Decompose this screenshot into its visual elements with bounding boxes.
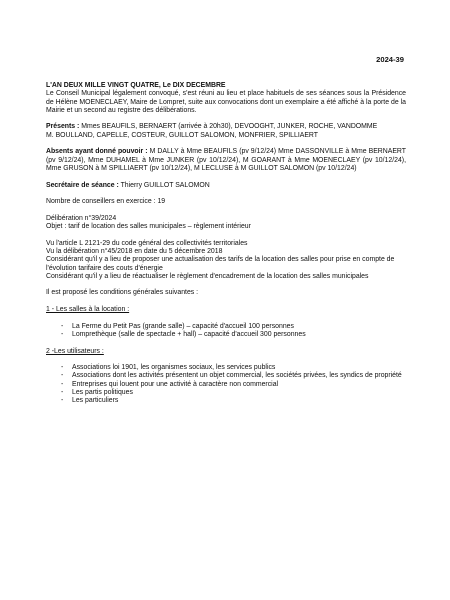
list-item: - Entreprises qui louent pour une activité à caractère non commercial	[46, 381, 406, 389]
secretary-name: Thierry GUILLOT SALOMON	[120, 181, 210, 189]
document-body	[46, 82, 406, 406]
considerant-line: Considérant qu'il y a lieu de proposer une actualisation des tarifs de la location des salles pour prise en compte de l'évolution tarifaire des couts d'énergie	[46, 256, 395, 272]
absents-text: M DALLY à Mme BEAUFILS (pv 9/12/24) Mme DASSONVILLE à Mme BERNAERT (pv 9/12/24), Mme DUHAMEL à Mme JUNKER (pv 10/12/24), M GOARANT à Mme MOENECLAEY (pv 10/12/24), Mme GRUSON à M SPILLIAERT (pv 10/12/24), M LECLUSE à M GUILLOT SALOMON (pv 10/12/24)	[46, 148, 406, 172]
list-item: - Les particuliers	[46, 397, 406, 405]
considerant-line: Considérant qu'il y a lieu de réactualiser le règlement d'encadrement de la location des salles municipales	[46, 272, 369, 280]
intro-paragraph: Le Conseil Municipal légalement convoqué, s'est réuni au lieu et place habituels de ses séances sous la Présidence de Hélène MOENECLAEY, Maire de Lompret, suite aux convocations dont un exemplaire a été affiché à la porte de la Mairie et un second au registre des délibérations.	[46, 90, 406, 114]
list-item: - Associations dont les activités présentent un objet commercial, les sociétés privées, les syndics de propriété	[46, 372, 406, 380]
presents-paragraph	[46, 123, 406, 131]
secretary-paragraph	[46, 182, 406, 190]
session-heading: L'AN DEUX MILLE VINGT QUATRE, Le DIX DECEMBRE	[46, 82, 226, 89]
section-2-list	[46, 364, 406, 405]
councillors-count: Nombre de conseillers en exercice : 19	[46, 198, 166, 206]
list-item: - Les partis politiques	[46, 389, 406, 397]
deliberation-number: Délibération n°39/2024	[46, 214, 117, 222]
section-1-title: 1 - Les salles à la location :	[46, 306, 130, 314]
presents-text-2: M. BOULLAND, CAPELLE, COSTEUR, GUILLOT SALOMON, MONFRIER, SPILLIAERT	[46, 131, 318, 139]
secretary-label: Secrétaire de séance :	[46, 181, 119, 189]
list-item: - La Ferme du Petit Pas (grande salle) – capacité d'accueil 100 personnes	[46, 323, 406, 331]
absents-label: Absents ayant donné pouvoir :	[46, 148, 148, 156]
vu-line: Vu la délibération n°45/2018 en date du 5 décembre 2018	[46, 247, 223, 255]
presents-label: Présents :	[46, 123, 80, 131]
document-reference: 2024-39	[376, 55, 404, 64]
section-1-list	[46, 323, 406, 340]
absents-paragraph	[46, 148, 406, 173]
list-item: - Lomprethèque (salle de spectacle + hall) – capacité d'accueil 300 personnes	[46, 331, 406, 339]
proposal-line: Il est proposé les conditions générales suivantes :	[46, 289, 199, 297]
section-2-title: 2 -Les utilisateurs :	[46, 347, 104, 355]
presents-text: Mmes BEAUFILS, BERNAERT (arrivée à 20h30), DEVOOGHT, JUNKER, ROCHE, VANDOMME	[81, 123, 378, 131]
list-item: - Associations loi 1901, les organismes sociaux, les services publics	[46, 364, 406, 372]
deliberation-object: Objet : tarif de location des salles municipales – règlement intérieur	[46, 223, 251, 231]
vu-line: Vu l'article L 2121-29 du code général des collectivités territoriales	[46, 239, 248, 247]
